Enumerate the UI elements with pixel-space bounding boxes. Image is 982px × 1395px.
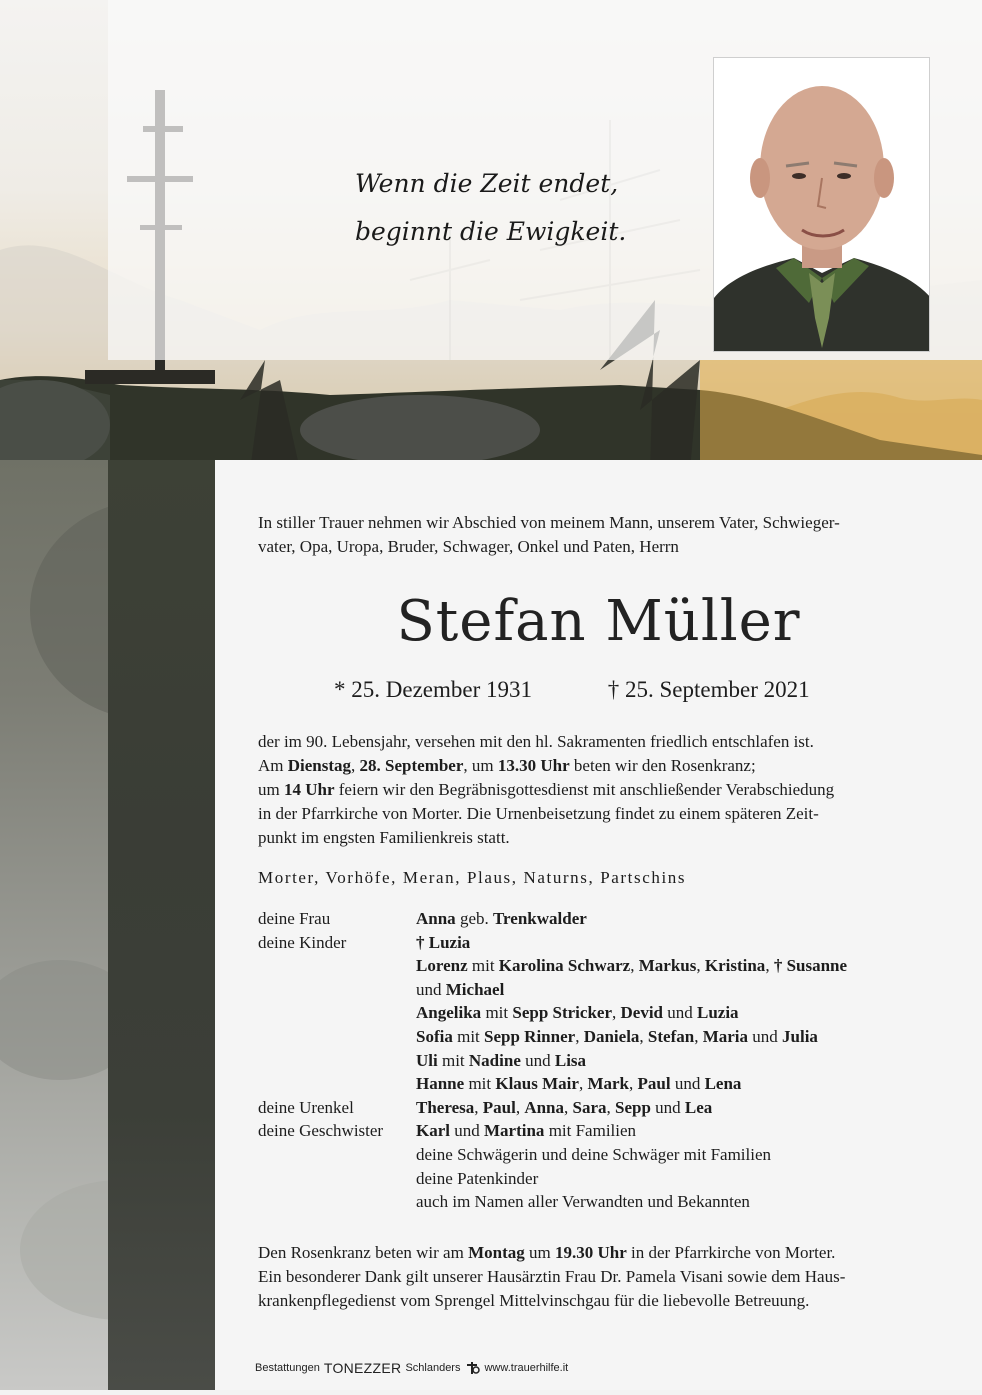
footer-town: Schlanders	[405, 1362, 461, 1374]
quote-line-2: beginnt die Ewigkeit.	[355, 217, 627, 246]
mourner-row	[258, 1143, 936, 1167]
body-line-2: Am Dienstag, 28. September, um 13.30 Uhr beten wir den Rosenkranz;	[258, 756, 756, 775]
body-line-4: in der Pfarrkirche von Morter. Die Urnenbeisetzung findet zu einem späteren Zeit-	[258, 804, 819, 823]
mourner-row	[258, 1096, 936, 1120]
mourner-names: Sofia mit Sepp Rinner, Daniela, Stefan, Maria und Julia	[416, 1026, 818, 1046]
mourner-row	[258, 907, 936, 931]
mourner-row	[258, 1049, 936, 1073]
mourner-names: † Luzia	[416, 932, 471, 952]
mourner-names: Angelika mit Sepp Stricker, Devid und Luzia	[416, 1003, 739, 1023]
mourner-names: Anna geb. Trenkwalder	[416, 909, 587, 928]
mourner-row	[258, 978, 936, 1002]
life-dates	[334, 675, 810, 705]
relation-label: deine Geschwister	[258, 1121, 384, 1141]
deceased-name: Stefan Müller	[396, 589, 801, 654]
mourner-row	[258, 931, 936, 955]
mourners-list	[258, 907, 936, 1214]
mourner-row	[258, 1072, 936, 1096]
relation-label: deine Kinder	[258, 932, 347, 952]
mourner-row	[258, 1190, 936, 1214]
quote	[355, 160, 626, 256]
footer-brand: TONEZZER	[323, 1360, 402, 1376]
birth-date: * 25. Dezember 1931	[334, 677, 532, 702]
mourner-names: Hanne mit Klaus Mair, Mark, Paul und Lena	[416, 1074, 742, 1094]
body-line-5: punkt im engsten Familienkreis statt.	[258, 828, 510, 847]
footer-prefix: Bestattungen	[255, 1362, 320, 1374]
mourner-names: Karl und Martina mit Familien	[416, 1121, 637, 1141]
mourner-names: und Michael	[416, 979, 505, 999]
mourner-names: deine Patenkinder	[416, 1168, 539, 1188]
mourner-names: Theresa, Paul, Anna, Sara, Sepp und Lea	[416, 1097, 713, 1117]
cross-stem	[108, 460, 215, 1390]
body-line-3: um 14 Uhr feiern wir den Begräbnisgottesdienst mit anschließender Verabschiedung	[258, 780, 835, 799]
intro-text	[258, 511, 938, 559]
mourner-row	[258, 1001, 936, 1025]
announcement-text	[258, 730, 938, 850]
footer	[255, 1360, 568, 1376]
mourner-names: deine Schwägerin und deine Schwäger mit Familien	[416, 1144, 772, 1164]
mourner-row	[258, 1025, 936, 1049]
quote-line-1: Wenn die Zeit endet,	[355, 169, 619, 198]
footer-url[interactable]: www.trauerhilfe.it	[484, 1362, 569, 1374]
mourner-names: Lorenz mit Karolina Schwarz, Markus, Kristina, † Susanne	[416, 956, 848, 976]
places-line: Morter, Vorhöfe, Meran, Plaus, Naturns, Partschins	[258, 868, 687, 887]
relation-label: deine Urenkel	[258, 1097, 354, 1117]
mourner-names: auch im Namen aller Verwandten und Bekannten	[416, 1192, 750, 1212]
intro-line-1: In stiller Trauer nehmen wir Abschied von meinem Mann, unserem Vater, Schwieger-	[258, 513, 840, 532]
body-line-1: der im 90. Lebensjahr, versehen mit den hl. Sakramenten friedlich entschlafen ist.	[258, 732, 814, 751]
mourner-row	[258, 1119, 936, 1143]
mourner-row	[258, 1167, 936, 1191]
closing-line-2: Ein besonderer Dank gilt unserer Hausärztin Frau Dr. Pamela Visani sowie dem Haus-	[258, 1267, 846, 1286]
intro-line-2: vater, Opa, Uropa, Bruder, Schwager, Onkel und Paten, Herrn	[258, 537, 679, 556]
closing-text	[258, 1241, 938, 1313]
closing-line-1: Den Rosenkranz beten wir am Montag um 19.30 Uhr in der Pfarrkirche von Morter.	[258, 1243, 836, 1262]
trauerhilfe-logo-icon	[464, 1361, 480, 1375]
mourner-names: Uli mit Nadine und Lisa	[416, 1050, 587, 1070]
mourner-row	[258, 954, 936, 978]
portrait-photo	[713, 57, 930, 352]
relation-label: deine Frau	[258, 909, 331, 928]
closing-line-3: krankenpflegedienst vom Sprengel Mittelvinschgau für die liebevolle Betreuung.	[258, 1291, 810, 1310]
death-date: † 25. September 2021	[607, 677, 810, 702]
